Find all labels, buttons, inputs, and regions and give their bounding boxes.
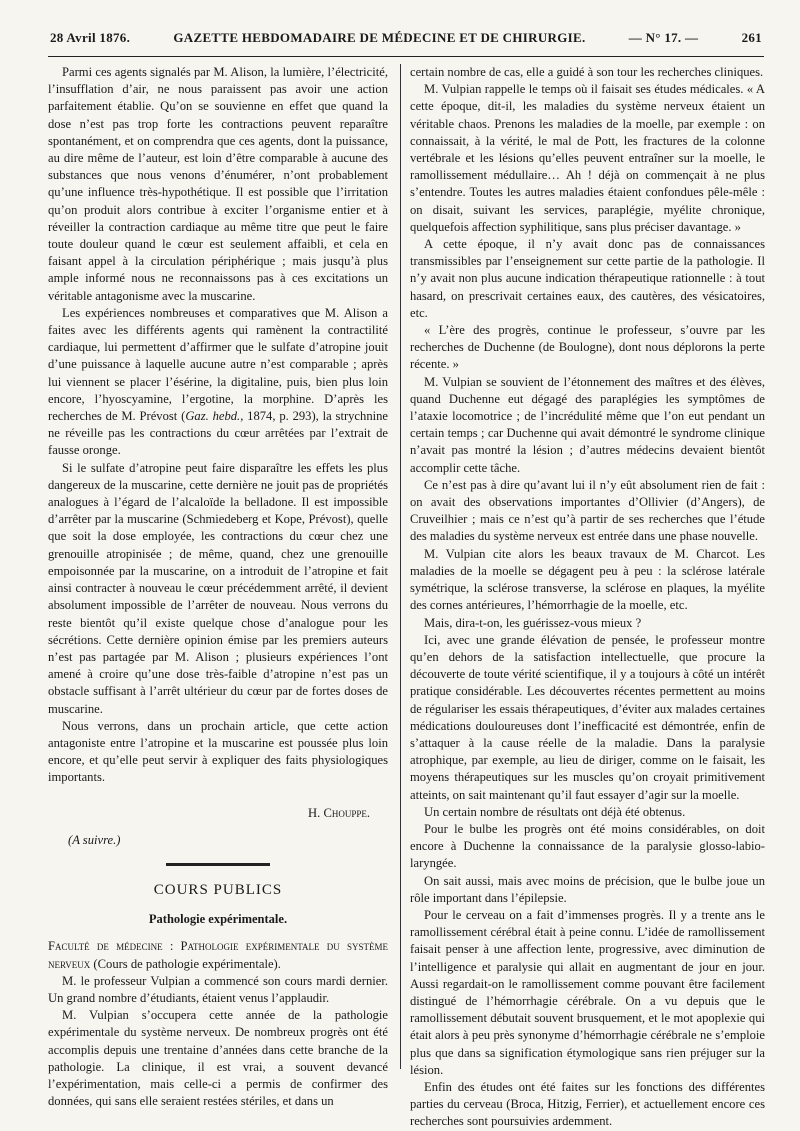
faculty-label: Faculté de médecine : Pathologie expérimentale du système nerveux [48,939,388,971]
right-paragraph: M. Vulpian rappelle le temps où il faisait ses études médicales. « A cette époque, dit-il, les maladies du système nerveux étaient un véritable chaos. Prenons les maladies de la moelle, par exemple : on connaissait, à la vérité, le mal de Pott, les fractures de la colonne vertébrale et les lésions qu’elles peuvent entraîner sur la moelle, le ramollissement médullaire… Ah ! déjà on commençait à ne plus s’entendre. Toutes les autres maladies étaient confondues pêle-mêle : on disait, suivant les services, paraplégie, myélite chronique, quelquefois affection syphilitique, sans plus préciser davantage. » [410,82,765,234]
right-paragraph: Ce n’est pas à dire qu’avant lui il n’y eût absolument rien de fait : on avait des observations importantes d’Ollivier (d’Angers), de Cruveilhier ; mais ce n’est qu’à partir de ses recherches que l’étude des maladies du système nerveux est entrée dans une phase nouvelle. [410,477,765,544]
faculty-line [48,938,388,972]
right-column [410,64,765,1131]
section-subtitle: Pathologie expérimentale. [148,912,288,927]
citation: Gaz. hebd. [185,409,241,424]
right-paragraph: Mais, dira-t-on, les guérissez-vous mieux ? [424,615,642,630]
right-paragraph: M. Vulpian se souvient de l’étonnement des maîtres et des élèves, quand Duchenne eut dégagé des paraplégies les symptômes de l’ataxie locomotrice ; de l’incrédulité même que l’on eut pendant un certain temps ; car Duchenne qui avait démontré le syndrome clinique n’avait pas montré la lésion ; d’autres médecins devaient bientôt accomplir cette tâche. [410,374,765,475]
left-paragraph: Nous verrons, dans un prochain article, que cette action antagoniste entre l’atropine et la muscarine est poussée plus loin encore, et qu’elle peut servir à expliquer des faits physiologiques importants. [48,718,388,785]
right-paragraph: On sait aussi, mais avec moins de précision, que le bulbe joue un rôle important dans l’épilepsie. [410,873,765,905]
header-title: GAZETTE HEBDOMADAIRE DE MÉDECINE ET DE CHIRURGIE. [173,30,586,45]
left-paragraph: M. Vulpian s’occupera cette année de la pathologie expérimentale du système nerveux. De nombreux progrès ont été accomplis depuis une trentaine d’années dans cette branche de la pathologie. La clinique, il est vrai, a souvent devancé l’expérimentation, mais celle-ci a permis de confirmer des données, qui sans elle seraient restées stériles, et dans un [48,1008,388,1109]
right-paragraph: A cette époque, il n’y avait donc pas de connaissances transmissibles par l’enseignement sur cette partie de la pathologie. Il n’y avait non plus aucune indication thérapeutique rationnelle : à tout hasard, on prescrivait certaines eaux, des cautères, des vésicatoires, etc. [410,237,765,320]
running-header [50,30,762,54]
left-paragraph: Si le sulfate d’atropine peut faire disparaître les effets les plus dangereux de la muscarine, cette dernière ne jouit pas de propriétés analogues à l’égard de l’alcaloïde la belladone. Il est impossible d’arrêter par la muscarine (Schmiedeberg et Kope, Prévost), quelle que soit la dose employée, les contractions du cœur chez une grenouille atropinisée ; de même, quand, chez une grenouille empoisonnée par la muscarine, on a introduit de l’atropine et fait ainsi contracter à nouveau le cœur précédemment arrêté, il devient absolument impossible de l’arrêter de nouveau. Nous verrons du reste bientôt qu’il existe quelque chose d’analogue pour les sécrétions. Cette dernière opinion émise par les premiers auteurs n’est pas partagée par M. Alison ; plusieurs expériences l’ont amené à croire qu’une dose très-faible d’atropine n’est pas un obstacle suffisant à l’arrêt ultérieur du cœur par de fortes doses de muscarine. [48,460,388,716]
section-separator [166,863,270,866]
right-paragraph: « L’ère des progrès, continue le professeur, s’ouvre par les recherches de Duchenne (de Boulogne), dont nous déplorons la perte récente. » [410,323,765,372]
right-paragraph: Pour le cerveau on a fait d’immenses progrès. Il y a trente ans le ramollissement cérébral était à peine connu. L’idée de ramollissement faisait penser à une affection lente, progressive, avec diminution de l’intelligence et paralysie qui allait en augmentant de jour en jour. Aussi regardait-on le ramollissement comme pouvant être facilement distingué de l’hémorrhagie cérébrale. On a vu depuis que le ramollissement débutait souvent brusquement, et le mot apoplexie qui était alors à peu près synonyme d’hémorrhagie cérébrale ne s’emploie plus que dans sa signification étymologique sans rien préjuger sur la lésion. [410,907,765,1077]
column-divider [400,64,401,1069]
right-paragraph: Ici, avec une grande élévation de pensée, le professeur montre qu’en dehors de la satisfaction intellectuelle, que procure la découverte de toute vérité scientifique, il y a toujours à côté un intérêt pratique considérable. Les découvertes récentes permettent au moins de régulariser les essais thérapeutiques, d’éviter aux malades certaines médications douloureuses dont l’inefficacité est démontrée, enfin de s’attaquer à la cause réelle de la maladie. Dans la paralysie atrophique, par exemple, au lieu de diriger, comme on le faisait, les moyens thérapeutiques sur les muscles qu’on croyait primitivement atteints, on sait maintenant qu’il faut essayer d’agir sur la moelle. [410,632,765,802]
section-title: COURS PUBLICS [153,881,283,898]
left-text: , 1874, p. 293), la strychnine ne réveille pas les contractions du cœur arrêtées par l’extrait de fausse oronge. [48,409,388,458]
right-paragraph: M. Vulpian cite alors les beaux travaux de M. Charcot. Les maladies de la moelle se dégagent peu à peu : la sclérose latérale symétrique, la sclérose transverse, la sclérose en plaques, la myélite des cornes antérieures, l’hémorrhagie de la moelle, etc. [410,546,765,613]
right-paragraph: Un certain nombre de résultats ont déjà été obtenus. [424,804,686,819]
header-date: 28 Avril 1876. [50,30,131,45]
left-paragraph: Parmi ces agents signalés par M. Alison, la lumière, l’électricité, l’insufflation d’air, ne nous paraissent pas avoir une action parfaitement établie. Qu’on se souvienne en effet que quand la dose n’est pas trop forte les contractions peuvent reparaître spontanément, et on comprendra que ces agents, dont la puissance, au dire même de l’auteur, est loin d’être comparable à aucune des substances que nous venons d’énumérer, n’ont probablement qu’une influence très-hypothétique. Il est possible que l’irritation qu’on produit alors contribue à exciter l’organisme entier et à réveiller la contraction cardiaque au même titre que peut le faire toute douleur quand le cœur est seulement affaibli, et cela en faisant appel à la circulation périphérique ; mais jusqu’à plus ample informé nous ne reconnaissons pas à ces excitations un véritable antagonisme avec la muscarine. [48,65,388,303]
header-page-number: 261 [741,30,762,45]
left-paragraph [48,305,388,460]
right-paragraph: Enfin des études ont été faites sur les fonctions des différentes parties du cerveau (Broca, Hitzig, Ferrier), et actuellement encore ces recherches sont poursuivies ardemment. [410,1079,765,1129]
faculty-course: (Cours de pathologie expérimentale). [90,956,281,971]
left-text: Les expériences nombreuses et comparatives que M. Alison a faites avec les différents agents qui ramènent la contractilité cardiaque, lui permettent d’affirmer que le sulfate d’atropine jouit d’une puissance à laquelle aucune autre n’est comparable ; après lui viennent se placer l’ésérine, la digitaline, puis, bien plus loin encore, l’hyoscyamine, l’ergotine, la morphine. D’après les recherches de M. Prévost ( [48,305,388,424]
header-issue: — N° 17. — [628,30,699,45]
header-rule [48,56,764,57]
author-signature: H. Chouppe. [308,805,370,820]
right-paragraph: certain nombre de cas, elle a guidé à son tour les recherches cliniques. [410,65,764,79]
to-be-continued: (A suivre.) [68,832,121,847]
left-paragraph: M. le professeur Vulpian a commencé son cours mardi dernier. Un grand nombre d’étudiants, étaient venus l’applaudir. [48,973,388,1005]
right-paragraph: Pour le bulbe les progrès ont été moins considérables, on doit encore à Duchenne la connaissance de la paralysie glosso-labio-laryngée. [410,821,765,871]
left-column [48,64,388,1110]
